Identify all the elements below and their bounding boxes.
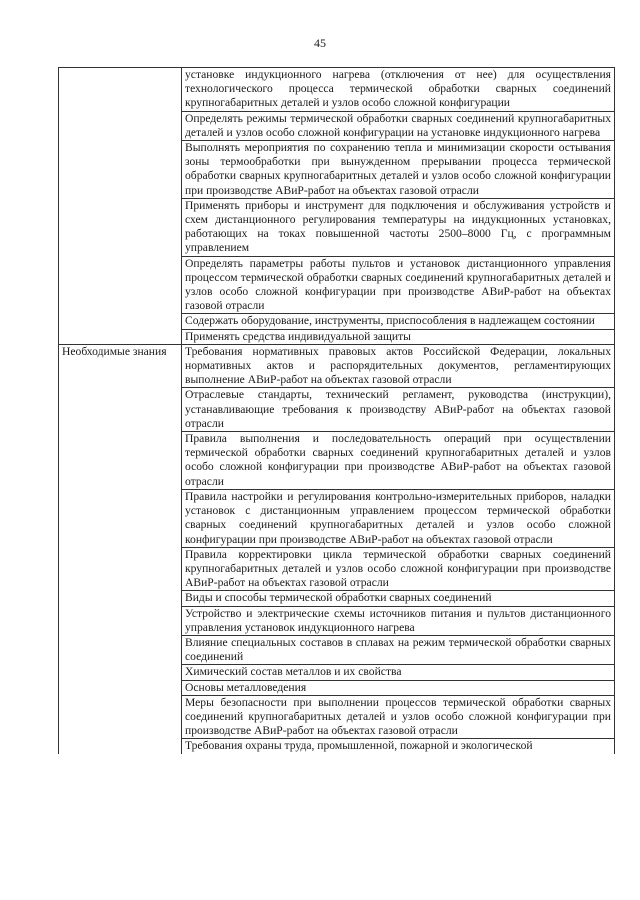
knowledge-item: Правила настройки и регулирования контрольно-измерительных приборов, наладки установок с дистанционным управлением процессом термической обработки сварных соединений крупногабаритных деталей и узлов особо сложной конфигурации при производстве АВиР-работ на объектах газовой отрасли xyxy=(182,489,615,547)
knowledge-item: Правила выполнения и последовательность операций при осуществлении термической обработки сварных соединений крупногабаритных деталей и узлов особо сложной конфигурации при производстве АВиР-работ на объектах газовой отрасли xyxy=(182,432,615,490)
table-row xyxy=(59,344,615,388)
knowledge-item: Требования нормативных правовых актов Российской Федерации, локальных нормативных актов и распорядительных документов, регламентирующих выполнение АВиР-работ на объектах газовой отрасли xyxy=(182,344,615,388)
knowledge-label: Необходимые знания xyxy=(59,344,182,753)
skill-item: Определять параметры работы пультов и установок дистанционного управления процессом термической обработки сварных соединений крупногабаритных деталей и узлов особо сложной конфигурации при производстве АВиР-работ на объектах газовой отрасли xyxy=(182,256,615,314)
table-row xyxy=(59,68,615,112)
skill-item: Содержать оборудование, инструменты, приспособления в надлежащем состоянии xyxy=(182,314,615,329)
skills-label-cell xyxy=(59,68,182,345)
knowledge-item: Устройство и электрические схемы источников питания и пультов дистанционного управления установок индукционного нагрева xyxy=(182,606,615,635)
competency-table xyxy=(58,67,615,754)
skill-item: установке индукционного нагрева (отключения от нее) для осуществления технологического процесса термической обработки сварных соединений крупногабаритных деталей и узлов особо сложной конфигурации xyxy=(182,68,615,112)
knowledge-item: Основы металловедения xyxy=(182,680,615,695)
page-number: 45 xyxy=(314,36,326,50)
skill-item: Применять средства индивидуальной защиты xyxy=(182,329,615,344)
skill-item: Выполнять мероприятия по сохранению тепла и минимизации скорости остывания зоны термообработки при вынужденном прерывании процесса термической обработки сварных крупногабаритных деталей и узлов особо сложной конфигурации при производстве АВиР-работ на объектах газовой отрасли xyxy=(182,141,615,199)
knowledge-item: Требования охраны труда, промышленной, пожарной и экологической xyxy=(182,739,615,754)
knowledge-item: Виды и способы термической обработки сварных соединений xyxy=(182,591,615,606)
skill-item: Определять режимы термической обработки сварных соединений крупногабаритных деталей и узлов особо сложной конфигурации на установке индукционного нагрева xyxy=(182,111,615,140)
knowledge-item: Правила корректировки цикла термической обработки сварных соединений крупногабаритных деталей и узлов особо сложной конфигурации при производстве АВиР-работ на объектах газовой отрасли xyxy=(182,547,615,591)
knowledge-item: Отраслевые стандарты, технический регламент, руководства (инструкции), устанавливающие требования к производству АВиР-работ на объектах газовой отрасли xyxy=(182,388,615,432)
knowledge-item: Меры безопасности при выполнении процессов термической обработки сварных соединений крупногабаритных деталей и узлов особо сложной конфигурации при производстве АВиР-работ на объектах газовой отрасли xyxy=(182,695,615,739)
skill-item: Применять приборы и инструмент для подключения и обслуживания устройств и схем дистанционного регулирования температуры на индукционных установках, работающих на токах повышенной частоты 2500–8000 Гц, с программным управлением xyxy=(182,198,615,256)
knowledge-item: Химический состав металлов и их свойства xyxy=(182,665,615,680)
knowledge-item: Влияние специальных составов в сплавах на режим термической обработки сварных соединений xyxy=(182,635,615,664)
